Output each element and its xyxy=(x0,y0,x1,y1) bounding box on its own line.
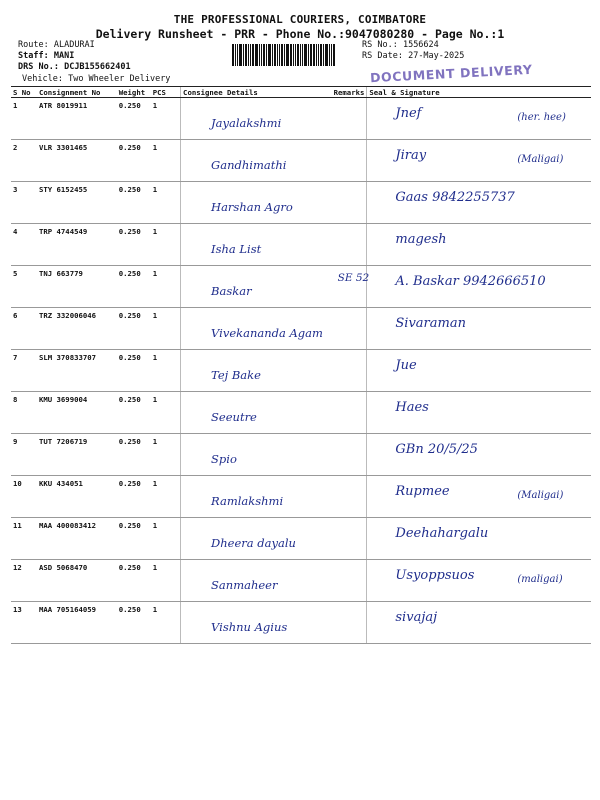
cell-consignee xyxy=(181,434,332,476)
cell-pcs: 1 xyxy=(151,140,181,182)
table-row xyxy=(11,518,591,560)
table-row xyxy=(11,266,591,308)
drs-label: DRS No.: xyxy=(18,62,59,72)
cell-remarks xyxy=(332,392,367,434)
cell-signature xyxy=(367,350,591,392)
cell-remarks xyxy=(332,98,367,140)
cell-sno: 4 xyxy=(11,224,37,266)
cell-consignee xyxy=(181,266,332,308)
consignee-name-handwritten: Vishnu Agius xyxy=(211,620,288,634)
cell-consignment-no: KKU 434051 xyxy=(37,476,117,518)
route-label: Route: xyxy=(18,40,49,50)
consignee-name-handwritten: Isha List xyxy=(211,242,262,256)
cell-remarks xyxy=(332,518,367,560)
rs-no-value: 1556624 xyxy=(402,40,439,50)
signature-handwritten: Jnef xyxy=(395,106,422,121)
cell-consignee xyxy=(181,224,332,266)
cell-sno: 8 xyxy=(11,392,37,434)
cell-remarks xyxy=(332,266,370,308)
table-row xyxy=(11,224,591,266)
cell-consignee xyxy=(181,392,332,434)
barcode-bar xyxy=(239,44,242,66)
table-row xyxy=(11,560,591,602)
cell-signature xyxy=(367,560,591,602)
barcode-bar xyxy=(255,44,258,66)
cell-sno: 2 xyxy=(11,140,37,182)
signature-handwritten: GBn 20/5/25 xyxy=(395,442,478,457)
consignee-name-handwritten: Spio xyxy=(211,452,237,466)
cell-consignee xyxy=(181,476,332,518)
cell-sno: 12 xyxy=(11,560,37,602)
signature-handwritten: Haes xyxy=(395,400,429,415)
route-info xyxy=(18,40,131,73)
cell-pcs: 1 xyxy=(151,350,181,392)
barcode-bar xyxy=(232,44,234,66)
rs-date-value: 27-May-2025 xyxy=(408,51,465,61)
barcode-bar xyxy=(248,44,249,66)
runsheet-table xyxy=(11,86,591,644)
document-delivery-stamp: DOCUMENT DELIVERY xyxy=(369,61,533,86)
table-row xyxy=(11,140,591,182)
cell-pcs: 1 xyxy=(151,308,181,350)
cell-weight: 0.250 xyxy=(117,308,151,350)
cell-remarks xyxy=(332,602,367,644)
cell-weight: 0.250 xyxy=(117,392,151,434)
cell-weight: 0.250 xyxy=(117,224,151,266)
cell-weight: 0.250 xyxy=(117,434,151,476)
rs-info xyxy=(362,40,464,62)
barcode-bar xyxy=(320,44,322,66)
barcode-bar xyxy=(243,44,244,66)
signature-handwritten: Deehahargalu xyxy=(395,526,489,541)
signature-handwritten: Usyoppsuos xyxy=(395,568,475,583)
cell-signature xyxy=(367,140,591,182)
barcode-bar xyxy=(333,44,335,66)
cell-pcs: 1 xyxy=(151,476,181,518)
cell-remarks xyxy=(332,434,367,476)
barcode-bar xyxy=(329,44,330,66)
barcode-bar xyxy=(323,44,324,66)
barcode-bar xyxy=(290,44,292,66)
vehicle-value: Two Wheeler Delivery xyxy=(68,74,171,84)
consignee-name-handwritten: Baskar xyxy=(211,284,252,298)
consignee-name-handwritten: Harshan Agro xyxy=(211,200,293,214)
signature-handwritten: Rupmee xyxy=(395,484,450,499)
cell-consignee xyxy=(181,98,332,140)
consignee-name-handwritten: Tej Bake xyxy=(211,368,261,382)
cell-weight: 0.250 xyxy=(117,602,151,644)
barcode-bar xyxy=(293,44,294,66)
table-row xyxy=(11,602,591,644)
signature-note-handwritten: (her. hee) xyxy=(517,112,566,123)
table-row xyxy=(11,476,591,518)
drs-value: DCJB155662401 xyxy=(64,62,131,72)
barcode-bar xyxy=(274,44,276,66)
barcode-bar xyxy=(252,44,254,66)
cell-weight: 0.250 xyxy=(117,560,151,602)
cell-pcs: 1 xyxy=(151,518,181,560)
barcode-bar xyxy=(297,44,299,66)
cell-signature xyxy=(367,308,591,350)
cell-signature xyxy=(367,224,591,266)
cell-sno: 1 xyxy=(11,98,37,140)
barcode-bar xyxy=(250,44,251,66)
cell-consignment-no: VLR 3301465 xyxy=(37,140,117,182)
cell-weight: 0.250 xyxy=(117,266,151,308)
barcode-bar xyxy=(310,44,312,66)
barcode-bar xyxy=(277,44,278,66)
cell-sno: 10 xyxy=(11,476,37,518)
cell-pcs: 1 xyxy=(151,560,181,602)
cell-remarks xyxy=(332,182,367,224)
barcode-bar xyxy=(295,44,296,66)
signature-handwritten: Jiray xyxy=(395,148,427,163)
signature-handwritten: Sivaraman xyxy=(395,316,466,331)
cell-consignment-no: TUT 7206719 xyxy=(37,434,117,476)
barcode-bar xyxy=(245,44,247,66)
table-row xyxy=(11,392,591,434)
signature-handwritten: magesh xyxy=(395,232,447,247)
col-header-weight: Weight xyxy=(117,87,151,98)
barcode-bar xyxy=(266,44,267,66)
signature-handwritten: Gaas 9842255737 xyxy=(395,190,515,205)
barcode-bar xyxy=(300,44,301,66)
cell-consignment-no: MAA 400083412 xyxy=(37,518,117,560)
cell-pcs: 1 xyxy=(151,266,181,308)
table-row xyxy=(11,182,591,224)
cell-sno: 13 xyxy=(11,602,37,644)
signature-note-handwritten: (maligai) xyxy=(517,574,563,585)
table-row xyxy=(11,98,591,140)
consignee-name-handwritten: Jayalakshmi xyxy=(211,116,282,130)
table-row xyxy=(11,434,591,476)
cell-consignment-no: STY 6152455 xyxy=(37,182,117,224)
cell-remarks xyxy=(332,224,367,266)
cell-remarks xyxy=(332,560,367,602)
cell-weight: 0.250 xyxy=(117,350,151,392)
col-header-consignee: Consignee Details xyxy=(181,87,332,98)
cell-consignee xyxy=(181,182,332,224)
signature-note-handwritten: (Maligai) xyxy=(517,490,564,501)
cell-sno: 6 xyxy=(11,308,37,350)
cell-consignment-no: TRZ 332006046 xyxy=(37,308,117,350)
consignee-name-handwritten: Vivekananda Agam xyxy=(211,326,323,340)
col-header-signature: Seal & Signature xyxy=(367,87,591,98)
cell-signature xyxy=(367,182,591,224)
cell-consignee xyxy=(181,308,332,350)
barcode-bar xyxy=(318,44,319,66)
barcode-bar xyxy=(279,44,280,66)
cell-signature xyxy=(367,518,591,560)
cell-weight: 0.250 xyxy=(117,182,151,224)
cell-pcs: 1 xyxy=(151,182,181,224)
col-header-pcs: PCS xyxy=(151,87,181,98)
barcode-bar xyxy=(272,44,273,66)
signature-handwritten: Jue xyxy=(395,358,417,373)
cell-consignment-no: KMU 3699004 xyxy=(37,392,117,434)
cell-consignment-no: ATR 8019911 xyxy=(37,98,117,140)
vehicle-info xyxy=(22,74,170,84)
cell-signature xyxy=(367,98,591,140)
barcode-bar xyxy=(325,44,328,66)
signature-note-handwritten: (Maligai) xyxy=(517,154,564,165)
barcode-bar xyxy=(313,44,315,66)
table-row xyxy=(11,308,591,350)
cell-consignment-no: TNJ 663779 xyxy=(37,266,117,308)
col-header-sno: S No xyxy=(11,87,37,98)
cell-signature xyxy=(367,476,591,518)
barcode-bar xyxy=(263,44,265,66)
cell-consignment-no: MAA 705164059 xyxy=(37,602,117,644)
barcode-bar xyxy=(259,44,260,66)
col-header-remarks: Remarks xyxy=(332,87,367,98)
consignee-name-handwritten: Sanmaheer xyxy=(211,578,278,592)
cell-pcs: 1 xyxy=(151,434,181,476)
barcode-bar xyxy=(316,44,317,66)
col-header-consignment: Consignment No xyxy=(37,87,117,98)
consignee-name-handwritten: Dheera dayalu xyxy=(211,536,296,550)
company-title: THE PROFESSIONAL COURIERS, COIMBATORE xyxy=(173,13,427,26)
cell-weight: 0.250 xyxy=(117,476,151,518)
barcode-bar xyxy=(302,44,303,66)
staff-value: MANI xyxy=(53,51,75,61)
rs-date-label: RS Date: xyxy=(362,51,403,61)
cell-remarks xyxy=(332,476,367,518)
cell-signature xyxy=(367,434,591,476)
cell-remarks xyxy=(332,350,367,392)
signature-handwritten: A. Baskar 9942666510 xyxy=(395,274,546,289)
cell-signature xyxy=(367,602,591,644)
barcode-bar xyxy=(331,44,332,66)
consignee-name-handwritten: Ramlakshmi xyxy=(211,494,284,508)
cell-sno: 3 xyxy=(11,182,37,224)
cell-consignee xyxy=(181,350,332,392)
cell-sno: 7 xyxy=(11,350,37,392)
route-value: ALADURAI xyxy=(53,40,95,50)
remark-handwritten: SE 52 xyxy=(337,272,370,284)
rs-no-label: RS No.: xyxy=(362,40,398,50)
cell-weight: 0.250 xyxy=(117,518,151,560)
cell-pcs: 1 xyxy=(151,392,181,434)
barcode-bar xyxy=(284,44,285,66)
cell-signature xyxy=(367,266,591,308)
cell-consignment-no: TRP 4744549 xyxy=(37,224,117,266)
barcode-bar xyxy=(237,44,238,66)
barcode-bar xyxy=(304,44,307,66)
runsheet-subtitle: Delivery Runsheet - PRR - Phone No.:9047080280 - Page No.:1 xyxy=(95,27,505,41)
cell-signature xyxy=(367,392,591,434)
cell-sno: 9 xyxy=(11,434,37,476)
barcode-bar xyxy=(261,44,262,66)
cell-consignee xyxy=(181,140,332,182)
cell-sno: 5 xyxy=(11,266,37,308)
cell-weight: 0.250 xyxy=(117,140,151,182)
cell-consignee xyxy=(181,518,332,560)
cell-pcs: 1 xyxy=(151,98,181,140)
consignee-name-handwritten: Seeutre xyxy=(211,410,257,424)
cell-consignment-no: SLM 370833707 xyxy=(37,350,117,392)
signature-handwritten: sivajaj xyxy=(395,610,438,625)
cell-sno: 11 xyxy=(11,518,37,560)
vehicle-label: Vehicle: xyxy=(22,74,63,84)
staff-label: Staff: xyxy=(18,51,49,61)
barcode xyxy=(232,44,358,66)
table-header-row xyxy=(11,87,591,98)
cell-pcs: 1 xyxy=(151,224,181,266)
cell-weight: 0.250 xyxy=(117,98,151,140)
barcode-bar xyxy=(268,44,271,66)
cell-consignee xyxy=(181,602,332,644)
barcode-bar xyxy=(235,44,236,66)
barcode-bar xyxy=(286,44,289,66)
cell-pcs: 1 xyxy=(151,602,181,644)
cell-consignment-no: ASD 5068470 xyxy=(37,560,117,602)
cell-remarks xyxy=(332,308,367,350)
consignee-name-handwritten: Gandhimathi xyxy=(211,158,287,172)
cell-remarks xyxy=(332,140,367,182)
barcode-bar xyxy=(308,44,309,66)
cell-consignee xyxy=(181,560,332,602)
barcode-bar xyxy=(281,44,283,66)
table-row xyxy=(11,350,591,392)
